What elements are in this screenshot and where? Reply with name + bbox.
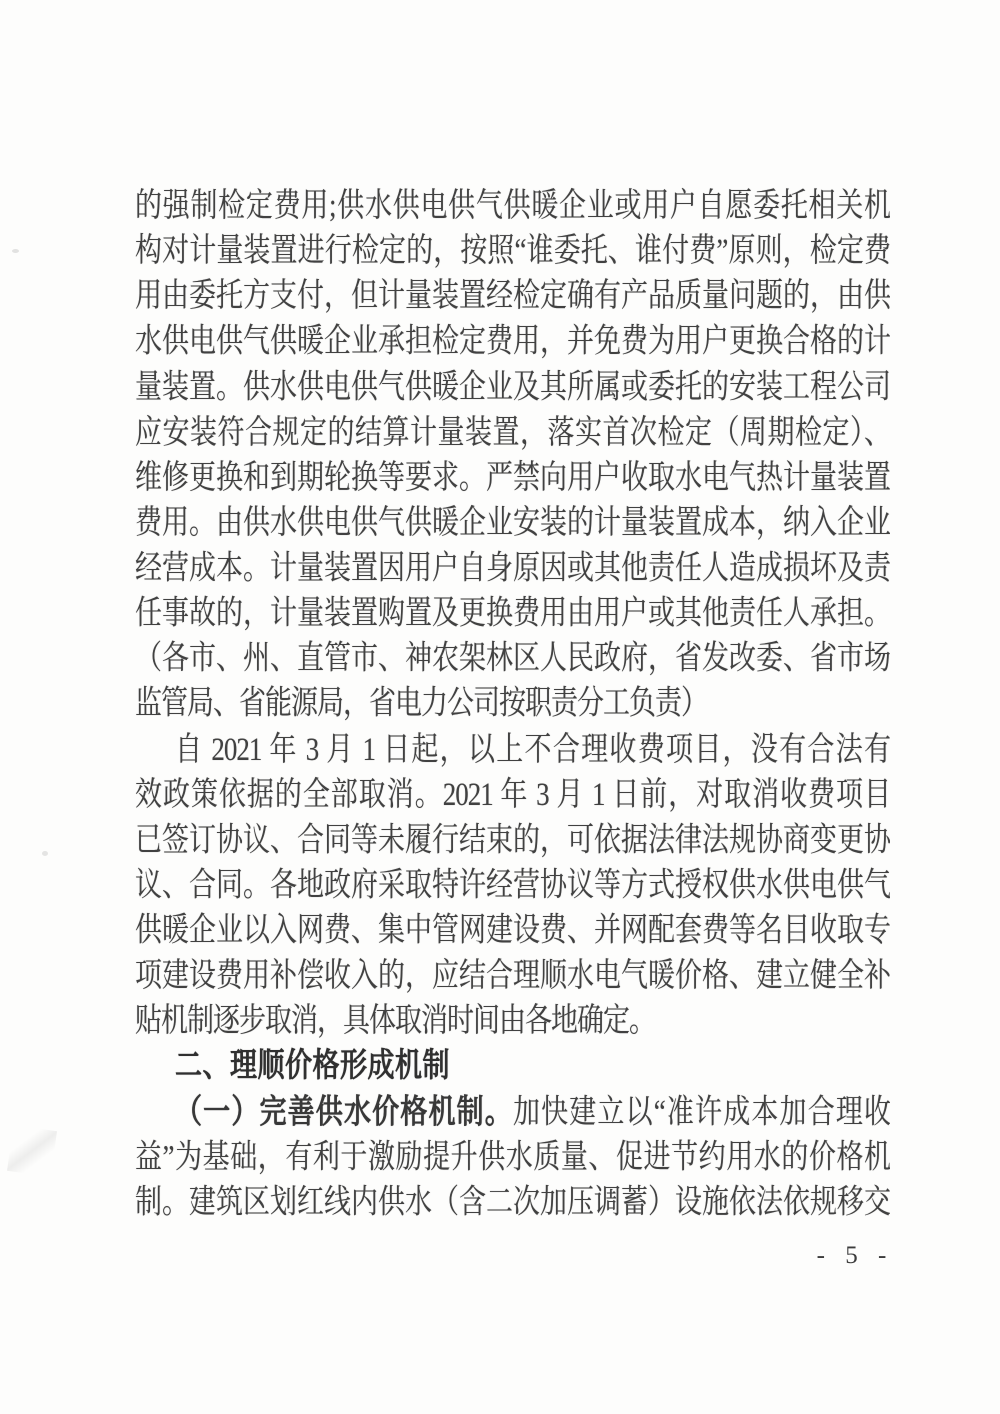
body-text	[135, 183, 890, 1225]
text-line: 费用。由供水供电供气供暖企业安装的计量装置成本，纳入企业	[135, 503, 890, 541]
text-line: 经营成本。计量装置因用户自身原因或其他责任人造成损坏及责	[135, 549, 890, 586]
text-line: 项建设费用补偿收入的，应结合理顺水电气暖价格、建立健全补	[135, 956, 890, 994]
text-line: 效政策依据的全部取消。2021 年 3 月 1 日前，对取消收费项目	[135, 775, 890, 813]
paragraph-fee-cancellation	[135, 727, 890, 1044]
scan-artifact	[7, 1125, 57, 1177]
text-line: 用由委托方支付，但计量装置经检定确有产品质量问题的，由供	[135, 277, 890, 314]
text-line: 供暖企业以入网费、集中管网建设费、并网配套费等名目收取专	[135, 911, 890, 948]
scan-artifact	[42, 851, 48, 856]
paragraph-metering-fees	[135, 183, 890, 727]
subsection-lead: （一）完善供水价格机制。	[175, 1092, 513, 1130]
text-line: 构对计量装置进行检定的，按照“谁委托、谁付费”原则，检定费	[135, 231, 890, 269]
text-line: 量装置。供水供电供气供暖企业及其所属或委托的安装工程公司	[135, 367, 890, 405]
text-line: 已签订协议、合同等未履行结束的，可依据法律法规协商变更协	[135, 820, 890, 858]
section-heading: 二、理顺价格形成机制	[175, 1047, 450, 1084]
text-line: 益”为基础，有利于激励提升供水质量、促进节约用水的价格机	[135, 1137, 890, 1175]
text-line: 监管局、省能源局，省电力公司按职责分工负责）	[135, 684, 707, 722]
paragraph-water-pricing	[135, 1089, 890, 1225]
text-run: 加快建立以“准许成本加合理收	[512, 1092, 890, 1130]
text-line	[135, 1089, 890, 1134]
scan-artifact	[12, 249, 19, 253]
text-line: （各市、州、直管市、神农架林区人民政府，省发改委、省市场	[135, 639, 890, 677]
text-line: 贴机制逐步取消，具体取消时间由各地确定。	[135, 1001, 655, 1039]
page-number: - 5 -	[816, 1242, 894, 1269]
text-line: 议、合同。各地政府采取特许经营协议等方式授权供水供电供气	[135, 866, 890, 903]
text-line: 维修更换和到期轮换等要求。严禁向用户收取水电气热计量装置	[135, 458, 890, 496]
text-line: 水供电供气供暖企业承担检定费用，并免费为用户更换合格的计	[135, 322, 890, 360]
text-line: 的强制检定费用;供水供电供气供暖企业或用户自愿委托相关机	[135, 186, 890, 224]
text-line: 应安装符合规定的结算计量装置，落实首次检定（周期检定）、	[135, 413, 890, 450]
text-line: 自 2021 年 3 月 1 日起，以上不合理收费项目，没有合法有	[175, 730, 890, 767]
text-line: 制。建筑区划红线内供水（含二次加压调蓄）设施依法依规移交	[135, 1183, 890, 1220]
text-line: 任事故的，计量装置购置及更换费用由用户或其他责任人承担。	[135, 594, 890, 631]
